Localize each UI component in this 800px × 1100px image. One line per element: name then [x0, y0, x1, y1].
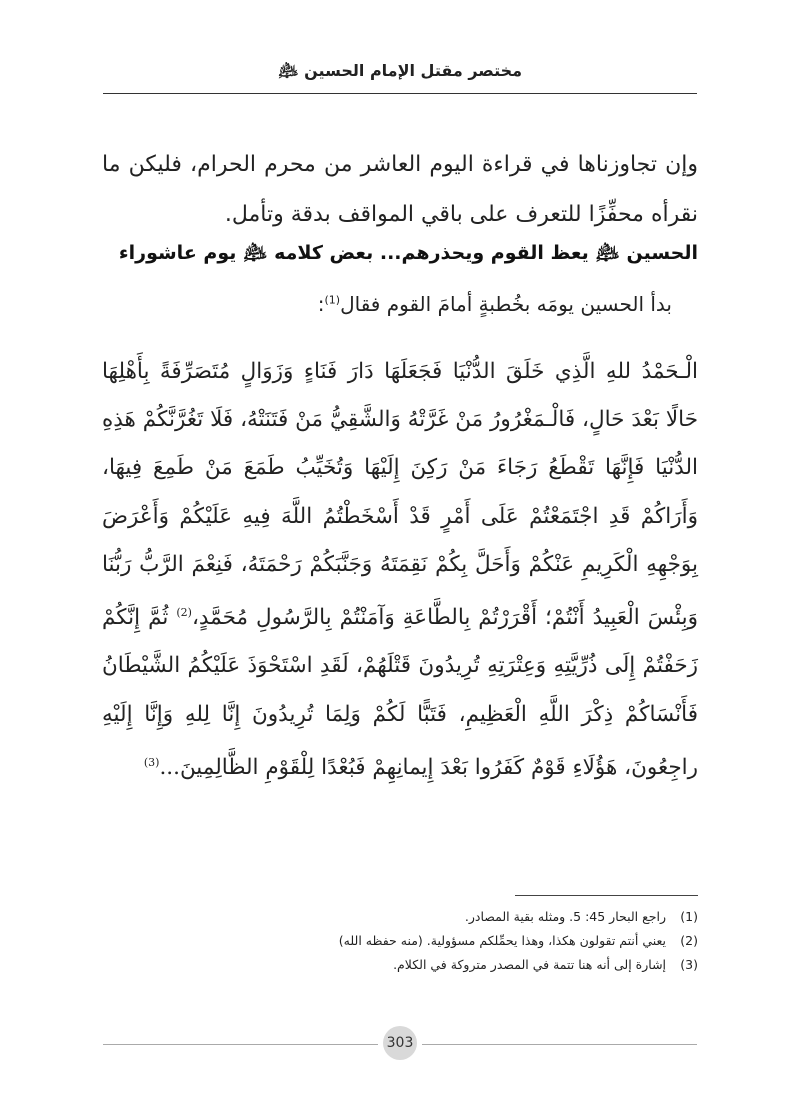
footnote-item	[102, 953, 698, 977]
page-number-badge: 303	[383, 1026, 417, 1060]
speech-intro-text: بدأ الحسين يومَه بخُطبةٍ أمامَ القوم فقال	[340, 292, 672, 316]
footnote-ref-3: (3)	[143, 755, 160, 769]
footnote-number: (3)	[680, 957, 698, 972]
footnote-item	[102, 905, 698, 929]
header-rule	[103, 93, 697, 94]
footer-rule-left	[103, 1044, 378, 1045]
footnote-text: إشارة إلى أنه هنا تتمة في المصدر متروكة في الكلام.	[393, 957, 667, 972]
quote-part-1: الْـحَمْدُ للهِ الَّذِي خَلَقَ الدُّنْيَا فَجَعَلَهَا دَارَ فَنَاءٍ وَزَوَالٍ مُتَصَرِّفَةً بِأَهْلِهَا حَالًا بَعْدَ حَالٍ، فَالْـمَغْرُورُ مَنْ غَرَّتْهُ وَالشَّقِيُّ مَنْ فَتَنَتْهُ، فَلَا تَغُرَّنَّكُمْ هَذِهِ الدُّنْيَا فَإِنَّهَا تَقْطَعُ رَجَاءَ مَنْ رَكِنَ إِلَيْهَا وَتُخَيِّبُ طَمَعَ مَنْ طَمِعَ فِيهَا، وَأَرَاكُمْ قَدِ اجْتَمَعْتُمْ عَلَى أَمْرٍ قَدْ أَسْخَطْتُمُ اللَّهَ فِيهِ عَلَيْكُمْ وَأَعْرَضَ بِوَجْهِهِ الْكَرِيمِ عَنْكُمْ وَأَحَلَّ بِكُمْ نَقِمَتَهُ وَجَنَّبَكُمْ رَحْمَتَهُ، فَنِعْمَ الرَّبُّ رَبُّنَا وَبِئْسَ الْعَبِيدُ أَنْتُمْ؛ أَقْرَرْتُمْ بِالطَّاعَةِ وَآمَنْتُمْ بِالرَّسُولِ مُحَمَّدٍ،	[102, 359, 698, 631]
footnote-number: (2)	[680, 933, 698, 948]
sermon-quote	[102, 348, 698, 792]
footnote-ref-1: (1)	[324, 293, 341, 307]
intro-paragraph: وإن تجاوزناها في قراءة اليوم العاشر من محرم الحرام، فليكن ما نقرأه محفِّزًا للتعرف على باقي المواقف بدقة وتأمل.	[102, 152, 698, 227]
running-header-title: مختصر مقتل الإمام الحسين ﵇	[277, 61, 523, 80]
quote-part-2: ثُمَّ إِنَّكُمْ زَحَفْتُمْ إِلَى ذُرِّيَّتِهِ وَعِتْرَتِهِ تُرِيدُونَ قَتْلَهُمْ، لَقَدِ اسْتَحْوَذَ عَلَيْكُمُ الشَّيْطَانُ فَأَنْسَاكُمْ ذِكْرَ اللَّهِ الْعَظِيمِ، فَتَبًّا لَكُمْ وَلِمَا تُرِيدُونَ إِنَّا لِلهِ وَإِنَّا إِلَيْهِ راجِعُونَ، هَؤُلَاءِ قَوْمٌ كَفَرُوا بَعْدَ إِيمانِهِمْ فَبُعْدًا لِلْقَوْمِ الظَّالِمِينَ...	[102, 605, 698, 780]
footnote-number: (1)	[680, 909, 698, 924]
footer-rule-right	[422, 1044, 697, 1045]
footnote-text: راجع البحار 45: 5. ومثله بقية المصادر.	[464, 909, 667, 924]
footnote-separator	[515, 895, 698, 896]
section-heading: الحسين ﵇ يعظ القوم ويحذرهم... بعض كلامه ﵇ يوم عاشوراء	[118, 242, 698, 264]
speech-intro-tail: :	[317, 292, 325, 316]
footnote-item	[102, 929, 698, 953]
footnotes	[102, 905, 698, 977]
footnote-ref-2: (2)	[176, 606, 192, 620]
speech-intro	[102, 292, 672, 316]
footnote-text: يعني أنتم تقولون هكذا، وهذا يحمِّلكم مسؤولية. (منه حفظه الله)	[338, 933, 667, 948]
